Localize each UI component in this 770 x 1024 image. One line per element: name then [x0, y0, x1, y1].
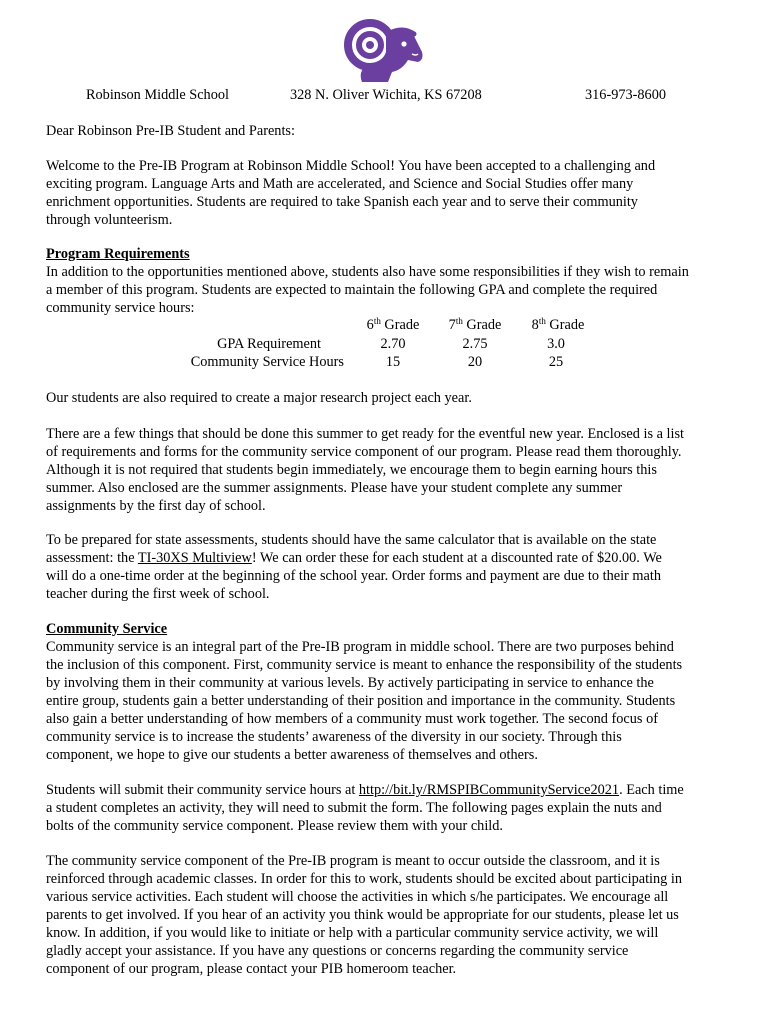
table-cell: 3.0	[547, 336, 565, 352]
community-service-heading: Community Service	[46, 621, 168, 637]
school-phone: 316-973-8600	[585, 87, 667, 103]
community-service-section: Community Service Community service is an integral part of the Pre-IB program in middle school. There are two purposes behind the inclusion of this component. First, community service is meant to enhance the responsibility of the students by involving them in their community at various levels. By actively participating in service to enhance the entire group, students gain a better understanding of their position and importance in the community. Students also gain a better understanding of how members of a community must work together. The second focus of community service is to increase the students’ awareness of the diversity in our society. Through this component, we hope to give our students a better awareness of themselves and others.	[46, 620, 730, 764]
calculator-paragraph: To be prepared for state assessments, students should have the same calculator that is available on the state assessment: the TI-30XS Multiview! We can order these for each student at a discounted rate of $20.00. We will do a one-time order at the beginning of the school year. Order forms and payment are due to their math teacher during the first week of school.	[46, 532, 662, 602]
table-row-label: Community Service Hours	[190, 354, 344, 370]
table-header-6th: 6th Grade	[366, 316, 420, 333]
community-service-form-link[interactable]: http://bit.ly/RMSPIBCommunityService2021	[358, 782, 620, 798]
ram-mascot-logo-icon	[342, 12, 426, 84]
school-name: Robinson Middle School	[86, 87, 229, 103]
table-header-8th: 8th Grade	[531, 316, 585, 333]
requirements-section: Program Requirements In addition to the opportunities mentioned above, students also have some responsibilities if they wish to remain a member of this program. Students are expected to maintain the following GPA and complete the required community service hours:	[46, 245, 730, 317]
table-cell: 15	[385, 354, 401, 370]
salutation: Dear Robinson Pre-IB Student and Parents:	[46, 123, 295, 139]
table-cell: 20	[467, 354, 483, 370]
requirements-heading: Program Requirements	[46, 246, 190, 262]
table-cell: 2.75	[462, 336, 488, 352]
table-cell: 25	[548, 354, 564, 370]
closing-paragraph: The community service component of the Pre-IB program is meant to occur outside the classroom, and it is reinforced through academic classes. In order for this to work, students should be excited about participating in various service activities. Each student will choose the activities in which s/he participates. We encourage all parents to get involved. If you hear of an activity you think would be appropriate for our students, please let us know. In addition, if you would like to initiate or help with a particular community service activity, we will gladly accept your assistance. If you have any questions or concerns regarding the community service component of our program, please contact your PIB homeroom teacher.	[46, 853, 683, 977]
calculator-link[interactable]: TI-30XS Multiview	[137, 550, 252, 566]
table-row-label: GPA Requirement	[217, 336, 321, 352]
table-header-7th: 7th Grade	[448, 316, 502, 333]
requirements-table	[0, 316, 770, 372]
table-cell: 2.70	[380, 336, 406, 352]
research-paragraph: Our students are also required to create a major research project each year.	[46, 390, 472, 406]
summer-paragraph: There are a few things that should be done this summer to get ready for the eventful new year. Enclosed is a list of requirements and forms for the community service component of our program. Please read them thoroughly. Although it is not required that students begin immediately, we encourage them to begin earning hours this summer. Also enclosed are the summer assignments. Please have your student complete any summer assignments by the first day of school.	[46, 426, 685, 514]
submit-hours-paragraph: Students will submit their community service hours at http://bit.ly/RMSPIBCommunityService2021. Each time a student completes an activity, they will need to submit the form. The following pages explain the nuts and bolts of the community service component. Please review them with your child.	[46, 782, 684, 834]
school-address: 328 N. Oliver Wichita, KS 67208	[290, 87, 482, 103]
intro-paragraph: Welcome to the Pre-IB Program at Robinson Middle School! You have been accepted to a challenging and exciting program. Language Arts and Math are accelerated, and Science and Social Studies offer many enrichment opportunities. Students are required to take Spanish each year and to serve their community through volunteerism.	[46, 158, 656, 228]
